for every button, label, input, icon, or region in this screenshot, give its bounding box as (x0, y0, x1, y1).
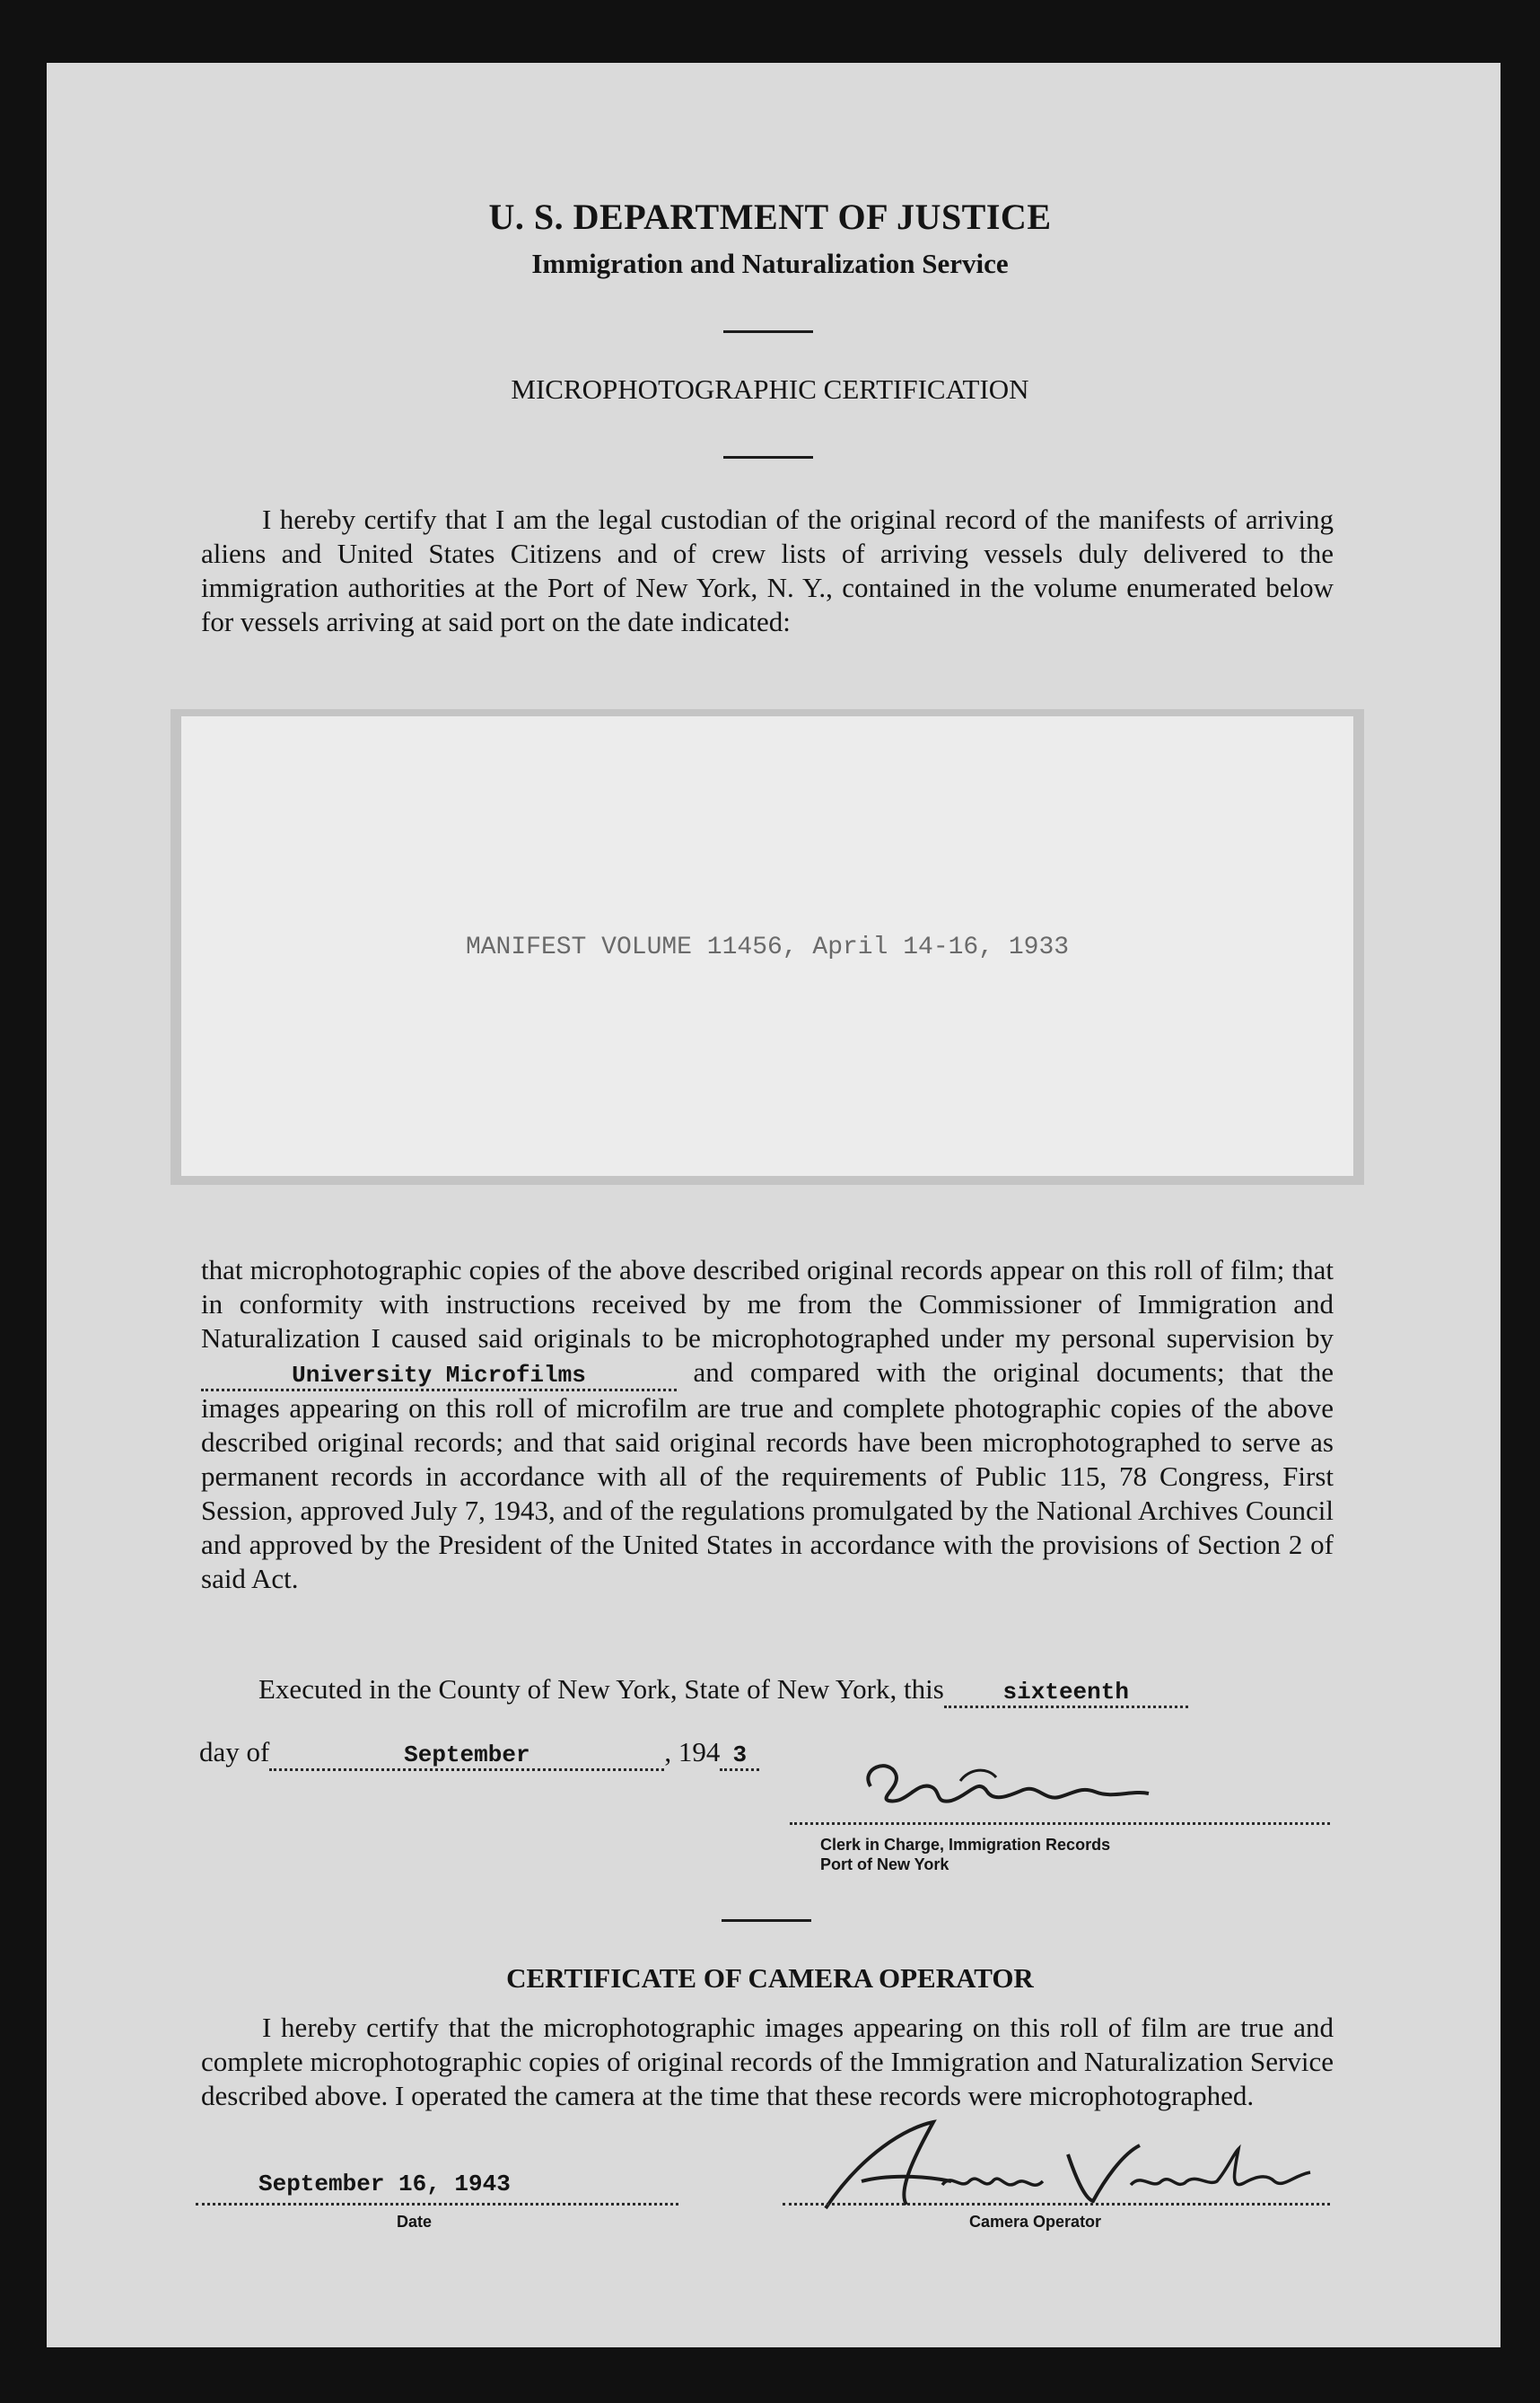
date-line (199, 1736, 759, 1771)
body-text-part1: that microphotographic copies of the above described original records appear on this roll of film; that in conformity with instructions received by me from the Commissioner of Immigration and Naturalization I caused said originals to be microphotographed under my personal supervision by (201, 1254, 1334, 1354)
intro-text: I hereby certify that I am the legal custodian of the original record of the manifests of arriving aliens and United States Citizens and of crew lists of arriving vessels duly delivered to the immigration authorities at the Port of New York, N. Y., contained in the volume enumerated below for vessels arriving at said port on the date indicated: (201, 504, 1334, 637)
camera-text: I hereby certify that the microphotographic images appearing on this roll of film are true and complete microphotographic copies of original records of the Immigration and Naturalization Service described above. I operated the camera at the time that these records were microphotographed. (201, 2012, 1334, 2111)
service-subtitle: Immigration and Naturalization Service (531, 248, 1009, 279)
year-prefix: , 194 (664, 1736, 721, 1767)
camera-paragraph (201, 2011, 1334, 2113)
operator-signature-line (783, 2201, 1330, 2206)
certification-body (201, 1253, 1334, 1596)
filmed-by-value: University Microfilms (292, 1362, 586, 1389)
divider (723, 330, 813, 333)
body-text-part2: and compared with the original documents; that the images appearing on this roll of microfilm are true and complete photographic copies of the above described original records; and that said original records have been microphotographed to serve as permanent records in accordance with all of the requirements of Public 115, 78 Congress, First Session, approved July 7, 1943, and of the regulations promulgated by the National Archives Council and approved by the President of the United States in accordance with the provisions of Section 2 of said Act. (201, 1356, 1334, 1594)
year-value: 3 (732, 1741, 748, 1768)
camera-date-value: September 16, 1943 (258, 2171, 511, 2197)
certification-title: MICROPHOTOGRAPHIC CERTIFICATION (511, 373, 1029, 405)
intro-paragraph (201, 503, 1334, 639)
execution-line (258, 1673, 1188, 1708)
department-title: U. S. DEPARTMENT OF JUSTICE (488, 197, 1052, 237)
month-value: September (404, 1741, 530, 1768)
clerk-signature-line (790, 1820, 1330, 1825)
day-value: sixteenth (1002, 1679, 1129, 1706)
camera-operator-label: Camera Operator (969, 2213, 1102, 2231)
volume-card (181, 716, 1353, 1176)
year-field (720, 1739, 759, 1771)
manifest-volume-text: MANIFEST VOLUME 11456, April 14-16, 1933 (465, 934, 1070, 961)
date-label: Date (397, 2213, 433, 2231)
day-of-label: day of (199, 1736, 270, 1767)
divider (722, 1919, 811, 1922)
divider (723, 456, 813, 459)
date-signature-line (196, 2201, 678, 2206)
day-field (944, 1676, 1188, 1708)
filmed-by-field (201, 1359, 677, 1391)
clerk-title (820, 1835, 1110, 1874)
volume-card-mount (171, 709, 1364, 1185)
clerk-signature (853, 1750, 1194, 1822)
camera-certificate-heading: CERTIFICATE OF CAMERA OPERATOR (506, 1962, 1034, 1994)
execution-lead: Executed in the County of New York, State of New York, this (258, 1673, 944, 1705)
clerk-title-line1: Clerk in Charge, Immigration Records (820, 1836, 1111, 1854)
month-field (269, 1739, 664, 1771)
clerk-title-line2: Port of New York (820, 1855, 949, 1873)
